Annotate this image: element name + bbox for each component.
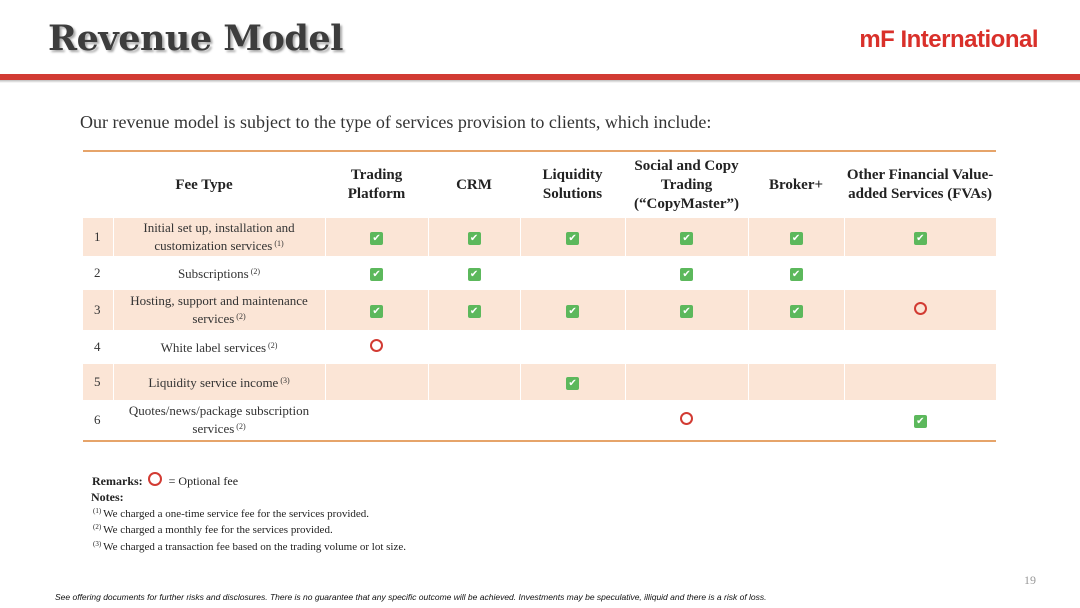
optional-fee-circle-icon (370, 339, 383, 352)
revenue-table (83, 150, 996, 442)
service-cell (844, 364, 996, 400)
disclaimer: See offering documents for further risks and disclosures. There is no guarantee that any specific outcome will be achieved. Investments may be speculative, illiquid and there is a risk of loss. (55, 592, 767, 602)
table-row (83, 218, 996, 256)
table-row (83, 364, 996, 400)
check-icon: ✔ (566, 377, 579, 390)
table-row (83, 330, 996, 364)
check-icon: ✔ (790, 268, 803, 281)
service-cell (520, 400, 625, 440)
check-icon: ✔ (370, 268, 383, 281)
fee-note-mark: (2) (250, 267, 261, 276)
fee-type-label: Initial set up, installation and customization services (143, 220, 295, 253)
service-cell (844, 218, 996, 256)
check-icon: ✔ (914, 232, 927, 245)
optional-fee-circle-icon (680, 412, 693, 425)
service-cell (428, 256, 520, 290)
check-icon: ✔ (566, 232, 579, 245)
header-broker-plus: Broker+ (768, 176, 824, 193)
service-cell (625, 330, 748, 364)
fee-note-mark: (3) (280, 376, 290, 385)
service-cell (844, 330, 996, 364)
service-cell (325, 330, 428, 364)
fee-type-cell (113, 218, 325, 256)
fee-type-cell (113, 330, 325, 364)
header-rule-shadow (0, 80, 1080, 83)
service-cell (625, 290, 748, 330)
service-cell (748, 256, 844, 290)
fee-note-mark: (2) (268, 341, 278, 350)
fee-type-label: Liquidity service income (148, 375, 279, 390)
header-copymaster: Social and Copy Trading (“CopyMaster”) (634, 157, 739, 212)
service-cell (428, 290, 520, 330)
check-icon: ✔ (790, 305, 803, 318)
check-icon: ✔ (566, 305, 579, 318)
fee-type-cell (113, 290, 325, 330)
fee-type-cell (113, 364, 325, 400)
service-cell (520, 364, 625, 400)
fee-type-label: Hosting, support and maintenance services (130, 293, 308, 326)
check-icon: ✔ (370, 232, 383, 245)
row-number: 3 (83, 290, 113, 330)
row-number: 2 (83, 256, 113, 290)
brand-logo: mF International (859, 26, 1038, 53)
row-number: 5 (83, 364, 113, 400)
fee-type-label: Quotes/news/package subscription services (128, 403, 310, 436)
service-cell (625, 256, 748, 290)
note-text: We charged a transaction fee based on the trading volume or lot size. (103, 540, 406, 553)
check-icon: ✔ (914, 415, 927, 428)
page-number: 19 (1024, 573, 1036, 587)
fee-note-mark: (2) (236, 312, 246, 321)
service-cell (625, 364, 748, 400)
table-row (83, 290, 996, 330)
check-icon: ✔ (468, 305, 481, 318)
note-mark: (2) (93, 523, 102, 531)
service-cell (844, 256, 996, 290)
fee-type-label: Subscriptions (177, 266, 249, 281)
optional-fee-circle-icon (914, 302, 927, 315)
service-cell (520, 256, 625, 290)
service-cell (520, 290, 625, 330)
service-cell (625, 400, 748, 440)
notes-heading: Notes: (91, 490, 124, 504)
check-icon: ✔ (468, 268, 481, 281)
row-number: 1 (83, 218, 113, 256)
check-icon: ✔ (680, 305, 693, 318)
header-trading-platform: Trading Platform (347, 167, 406, 202)
header-fvas: Other Financial Value-added Services (FVAs) (846, 167, 994, 202)
note-text: We charged a monthly fee for the services provided. (103, 524, 333, 536)
service-cell (844, 290, 996, 330)
service-cell (325, 400, 428, 440)
service-cell (520, 218, 625, 256)
check-icon: ✔ (680, 268, 693, 281)
note-item (91, 505, 406, 522)
check-icon: ✔ (680, 232, 693, 245)
service-cell (428, 330, 520, 364)
page-title: Revenue Model (48, 18, 343, 59)
service-cell (748, 400, 844, 440)
note-item (91, 538, 406, 555)
service-cell (748, 364, 844, 400)
note-mark: (1) (93, 506, 102, 515)
header-liquidity-solutions: Liquidity Solutions (542, 167, 603, 202)
service-cell (428, 218, 520, 256)
service-cell (325, 256, 428, 290)
table-header-row (83, 152, 996, 218)
fee-type-cell (113, 400, 325, 440)
service-cell (428, 400, 520, 440)
service-cell (748, 330, 844, 364)
service-cell (428, 364, 520, 400)
service-cell (325, 218, 428, 256)
optional-fee-circle-icon (148, 472, 162, 486)
table-row (83, 400, 996, 440)
fee-type-label: White label services (160, 340, 267, 355)
fee-note-mark: (1) (274, 239, 284, 248)
notes (91, 491, 406, 554)
service-cell (844, 400, 996, 440)
service-cell (520, 330, 625, 364)
service-cell (748, 290, 844, 330)
remarks-text: = Optional fee (168, 474, 239, 488)
service-cell (325, 364, 428, 400)
fee-type-cell (113, 256, 325, 290)
remarks-label: Remarks: (92, 474, 143, 488)
service-cell (325, 290, 428, 330)
header-crm: CRM (456, 176, 492, 193)
row-number: 4 (83, 330, 113, 364)
note-text: We charged a one-time service fee for the services provided. (103, 507, 370, 520)
header-fee-type: Fee Type (175, 176, 233, 193)
check-icon: ✔ (790, 232, 803, 245)
service-cell (748, 218, 844, 256)
fee-note-mark: (2) (236, 422, 246, 431)
note-item (91, 521, 406, 538)
table-row (83, 256, 996, 290)
intro-text: Our revenue model is subject to the type of services provision to clients, which include: (80, 112, 712, 132)
check-icon: ✔ (468, 232, 481, 245)
row-number: 6 (83, 400, 113, 440)
check-icon: ✔ (370, 305, 383, 318)
note-mark: (3) (93, 539, 102, 548)
remarks (92, 472, 238, 489)
service-cell (625, 218, 748, 256)
